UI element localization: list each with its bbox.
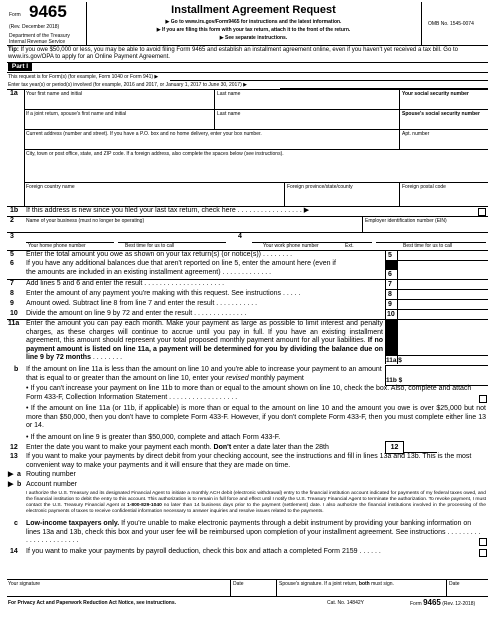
omb-number: OMB No. 1545-0074 — [428, 21, 474, 27]
request-line: This request is for Form(s) (for example, Form 1040 or Form 941) ▶ — [8, 74, 159, 80]
form-title: Installment Agreement Request — [171, 4, 336, 16]
line-11a-number: 11a — [8, 320, 20, 327]
spouse-first-input[interactable] — [26, 118, 212, 128]
home-best-time-label: Best time for us to call — [125, 243, 175, 249]
line-6-amount-input[interactable] — [399, 270, 486, 278]
low-income-checkbox[interactable] — [479, 538, 487, 546]
line-3-number: 3 — [10, 233, 14, 240]
part1-label: Part I — [8, 63, 32, 71]
last-name-input[interactable] — [217, 98, 397, 108]
line-5-box: 5 — [388, 252, 392, 259]
line-1b-number: 1b — [10, 207, 19, 214]
line-14-number: 14 — [10, 548, 18, 555]
line-4-number: 4 — [238, 233, 242, 240]
first-name-label: Your first name and initial — [26, 91, 82, 97]
privacy-notice: For Privacy Act and Paperwork Reduction Act Notice, see instructions. — [8, 600, 177, 606]
footer-form: Form 9465 (Rev. 12-2018) — [410, 598, 476, 607]
spouse-date-field[interactable] — [449, 587, 486, 595]
line-11b-text: If the amount on line 11a is less than the amount on line 10 and you're able to increase your payment to an amount that is equal to or greater than the amount on line 10, enter your revised monthly payment — [26, 366, 382, 382]
line-6-text-1: If you have any additional balances due that aren't reported on line 5, enter the amount here (even if — [26, 260, 336, 267]
business-name-input[interactable] — [26, 224, 360, 232]
years-line: Enter tax year(s) or period(s) involved (for example, 2016 and 2017, or January 1, 2017 to June 30, 2017) ▶ — [8, 82, 247, 88]
city-input[interactable] — [26, 158, 486, 168]
cannot-increase-checkbox[interactable] — [479, 395, 487, 403]
spouse-signature-label: Spouse's signature. If a joint return, both must sign. — [279, 581, 394, 587]
work-phone-input[interactable] — [252, 233, 372, 242]
spouse-signature-field[interactable] — [279, 587, 444, 595]
low-income-text: Low-income taxpayers only. If you're unable to make electronic payments through a debit instrument by providing your banking information on lines 13a and 13b, check this box and your user fee will be reimbursed upon completion of your installment agreement. See instructions . . . . . . . . . . . . . . . . . . . . . . . — [26, 520, 481, 544]
form-number: 9465 — [29, 2, 67, 21]
line-1a-number: 1a — [10, 90, 18, 97]
date-field[interactable] — [233, 587, 274, 595]
line-11a-amount-input[interactable] — [405, 356, 486, 364]
line-10-box: 10 — [387, 311, 395, 318]
line-8-text: Enter the amount of any payment you're making with this request. See instructions . . . . . — [26, 290, 301, 297]
line-14-text: If you want to make your payments by payroll deduction, check this box and attach a completed Form 2159 . . . . . . — [26, 548, 381, 555]
home-phone-label: Your home phone number — [28, 243, 86, 249]
first-name-input[interactable] — [26, 98, 212, 108]
home-phone-input[interactable] — [26, 233, 112, 242]
arrow-13b-icon: ▶ — [8, 481, 14, 488]
line-2-number: 2 — [10, 217, 14, 224]
ach-authorization: I authorize the U.S. Treasury and its designated Financial Agent to initiate a monthly ACH debit (electronic withdrawal) entry to the financial institution account indicated for payments of my federal taxes owed, and the financial institution to debit the entry to this account. This authorization is to remain in full force and effect until I notify the U.S. Treasury Financial Agent to terminate the authorization. To revoke payment, I must contact the U.S. Treasury Financial Agent at 1-800-829-1040 no later than 14 business days prior to the payment (settlement) date. I also authorize the financial institutions involved in the processing of the electronic payments of taxes to receive confidential information necessary to answer inquiries and resolve issues related to the payments. — [26, 491, 486, 514]
line-6-number: 6 — [10, 260, 14, 267]
line-13b-label: b — [17, 481, 22, 488]
arrow-13a-icon: ▶ — [8, 471, 14, 478]
line-c-label: c — [14, 520, 18, 527]
line-6-box: 6 — [388, 271, 392, 278]
apt-label: Apt. number — [402, 131, 430, 137]
work-phone-label: Your work phone number — [263, 243, 319, 249]
your-signature-label: Your signature — [8, 581, 41, 587]
line-12-box: 12 — [385, 441, 404, 454]
line-11b-amount-input[interactable] — [405, 376, 486, 384]
line-11a-text: Enter the amount you can pay each month. Make your payment as large as possible to limit interest and penalty charges, as these charges will continue to accrue until you pay in full. If you have an existing installment agreement, this amount should represent your total proposed monthly payment amount for all your liabilities. If no payment amount is listed on line 11a, a payment will be determined for you by dividing the balance due on line 9 by 72 months . . . . . . . . — [26, 320, 384, 361]
instruction-1: ▶ Go to www.irs.gov/Form9465 for instructions and the latest information. — [165, 19, 342, 25]
instruction-2: ▶ If you are filing this form with your tax return, attach it to the front of the return. — [156, 27, 351, 33]
instruction-3: ▶ See separate instructions. — [219, 35, 288, 41]
line-11a-box: 11a $ — [386, 357, 402, 364]
last-name-label: Last name — [217, 91, 241, 97]
line-6-text-2: the amounts are included in an existing installment agreement) . . . . . . . . . . . . . — [26, 269, 272, 276]
ein-input[interactable] — [365, 224, 486, 232]
apt-input[interactable] — [402, 138, 486, 148]
line-10-text: Divide the amount on line 9 by 72 and enter the result . . . . . . . . . . . . . . — [26, 310, 247, 317]
line-8-box: 8 — [388, 291, 392, 298]
spouse-ssn-label: Spouse's social security number — [402, 111, 480, 117]
tip-text: Tip: If you owe $50,000 or less, you may be able to avoid filing Form 9465 and establish an installment agreement online, even if you haven't yet received a tax bill. Go to www.irs.gov/OPA to apply for an Online Payment Agreement. — [8, 47, 458, 60]
account-number-input[interactable] — [90, 480, 290, 489]
spouse-ssn-input[interactable] — [402, 118, 486, 128]
form-word: Form — [9, 12, 21, 18]
line-13-number: 13 — [10, 453, 18, 460]
line-7-text: Add lines 5 and 6 and enter the result . . . . . . . . . . . . . . . . . . . . . — [26, 280, 225, 287]
date-label: Date — [233, 581, 244, 587]
revision: (Rev. December 2018) — [9, 24, 60, 30]
line-5-amount-input[interactable] — [399, 251, 486, 259]
line-8-amount-input[interactable] — [399, 290, 486, 298]
new-address-checkbox[interactable] — [478, 208, 486, 216]
payment-date-input[interactable] — [405, 443, 435, 451]
line-13-text: If you want to make your payments by direct debit from your checking account, see the instructions and fill in lines 13a and 13b. This is the most convenient way to make your payments and it will ensure that they are made on time. — [26, 453, 472, 469]
ext-label: Ext. — [345, 243, 354, 249]
line-9-number: 9 — [10, 300, 14, 307]
line-7-amount-input[interactable] — [399, 280, 486, 288]
line-7-number: 7 — [10, 280, 14, 287]
line-13a-label: a — [17, 471, 21, 478]
ssn-input[interactable] — [402, 98, 486, 108]
line-9-amount-input[interactable] — [399, 300, 486, 308]
postal-label: Foreign postal code — [402, 184, 446, 190]
spouse-last-label: Last name — [217, 111, 241, 117]
payroll-deduction-checkbox[interactable] — [479, 549, 487, 557]
line-11b-box: 11b $ — [386, 377, 403, 384]
line-12-number: 12 — [10, 444, 18, 451]
address-input[interactable] — [26, 138, 397, 148]
work-best-time-label: Best time for us to call — [403, 243, 453, 249]
bullet-1: • If you can't increase your payment on line 11b to more than or equal to the amount shown on line 10, check the box. Also, complete and attach Form 433-F, Collection Information Statement . . . . . . . . . . . . . . . . . . — [26, 385, 472, 401]
city-label: City, town or post office, state, and ZIP code. If a foreign address, also complete the spaces below (see instructions). — [26, 151, 284, 157]
address-label: Current address (number and street). If you have a P.O. box and no home delivery, enter your box number. — [26, 131, 262, 137]
business-name-label: Name of your business (must no longer be operating) — [26, 218, 145, 224]
province-label: Foreign province/state/county — [287, 184, 353, 190]
line-5-number: 5 — [10, 251, 14, 258]
postal-input[interactable] — [402, 192, 486, 204]
country-label: Foreign country name — [26, 184, 75, 190]
spouse-date-label: Date — [449, 581, 460, 587]
account-label: Account number — [26, 481, 77, 488]
your-signature-field[interactable] — [8, 587, 228, 595]
ein-label: Employer identification number (EIN) — [365, 218, 447, 224]
line-7-box: 7 — [388, 281, 392, 288]
irs: Internal Revenue Service — [9, 39, 66, 45]
cat-number: Cat. No. 14842Y — [327, 600, 364, 606]
line-8-number: 8 — [10, 290, 14, 297]
dept: Department of the Treasury — [9, 33, 70, 39]
bullet-3: • If the amount on line 9 is greater than $50,000, complete and attach Form 433-F. — [26, 434, 281, 441]
routing-label: Routing number — [26, 471, 76, 478]
ssn-label: Your social security number — [402, 91, 469, 97]
line-1b-text: If this address is new since you filed your last tax return, check here . . . . . . . . . . . . . . . . . ▶ — [26, 207, 310, 214]
line-12-text: Enter the date you want to make your payment each month. Don't enter a date later than the 28th — [26, 444, 329, 451]
spouse-last-input[interactable] — [217, 118, 397, 128]
bullet-2: • If the amount on line 11a (or 11b, if applicable) is more than or equal to the amount on line 10 and the amount you owe is over $25,000 but not more than $50,000, then you don't have to complete Form 433-F. However, if you don't complete Form 433-F, then you must complete either line 13 or 14. — [26, 405, 486, 429]
province-input[interactable] — [287, 192, 397, 204]
line-10-number: 10 — [10, 310, 18, 317]
line-9-box: 9 — [388, 301, 392, 308]
line-11b-number: b — [14, 366, 19, 373]
country-input[interactable] — [26, 192, 282, 204]
spouse-first-label: If a joint return, spouse's first name and initial — [26, 111, 127, 117]
line-9-text: Amount owed. Subtract line 8 from line 7 and enter the result . . . . . . . . . . . — [26, 300, 258, 307]
home-best-time-input[interactable] — [118, 233, 224, 242]
work-best-time-input[interactable] — [376, 233, 484, 242]
routing-number-input[interactable] — [90, 470, 200, 479]
line-5-text: Enter the total amount you owe as shown on your tax return(s) (or notice(s)) . . . . . . . . — [26, 251, 293, 258]
line-10-amount-input[interactable] — [399, 310, 486, 318]
